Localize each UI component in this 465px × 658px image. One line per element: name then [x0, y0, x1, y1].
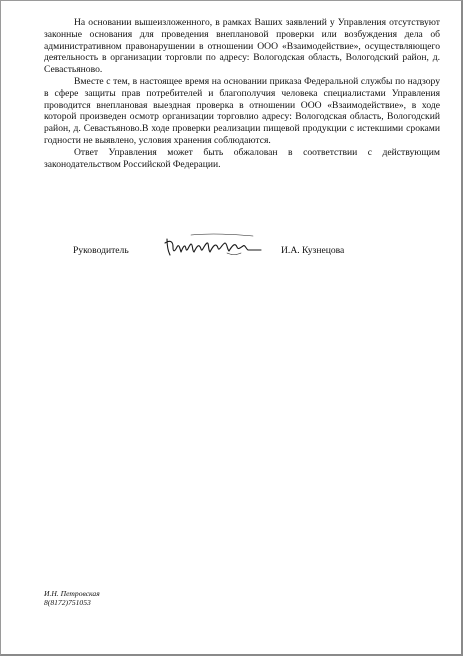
paragraph-3: Ответ Управления может быть обжалован в соответствии с действующим законодательством Российской Федерации. [44, 146, 440, 170]
signatory-name: И.А. Кузнецова [281, 245, 345, 256]
signatory-title: Руководитель [73, 245, 129, 256]
letter-body [44, 17, 440, 170]
executor-name: И.Н. Петровская [44, 589, 100, 598]
handwritten-signature [161, 231, 265, 261]
executor-info [44, 589, 100, 607]
signature-block [73, 241, 373, 271]
paragraph-2: Вместе с тем, в настоящее время на основании приказа Федеральной службы по надзору в сфере защиты прав потребителей и благополучия человека специалистами Управления проводится внеплановая выездная проверка в отношении ООО «Взаимодействие», в ходе которой произведен осмотр организации торговлио адресу: Вологодская область, Вологодский район, д. Севастьяново.В ходе проверки реализации пищевой продукции с истекшими сроками годности не выявлено, условия хранения соблюдаются. [44, 75, 440, 146]
paragraph-1: На основании вышеизложенного, в рамках Ваших заявлений у Управления отсутствуют законные основания для проведения внеплановой проверки или возбуждения дела об административном правонарушении в отношении ООО «Взаимодействие», осуществляющего деятельность в организации торговли по адресу: Вологодская область, Вологодский район, д. Севастьяново. [44, 17, 440, 76]
executor-phone: 8(8172)751053 [44, 598, 91, 607]
